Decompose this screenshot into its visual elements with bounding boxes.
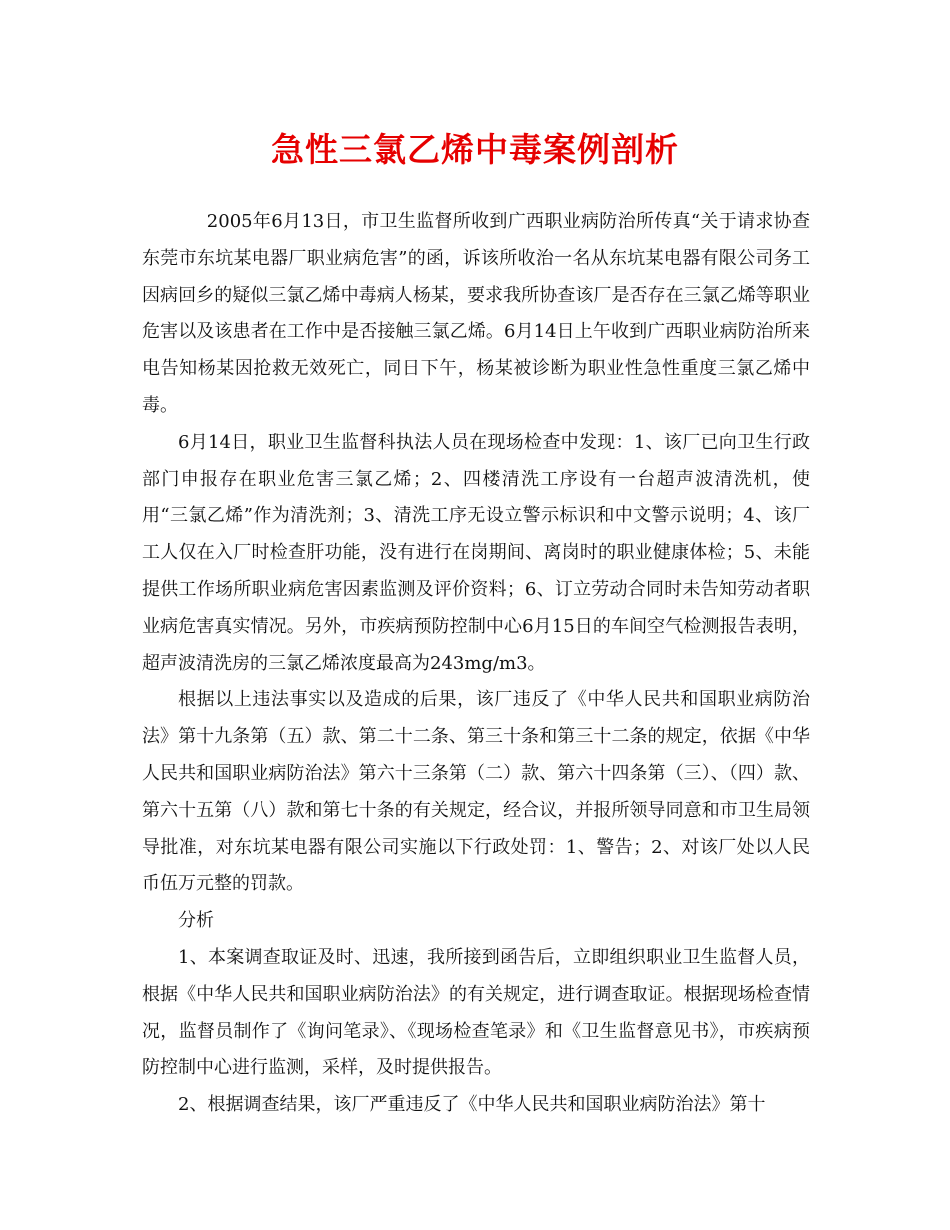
- paragraph-analysis-heading: 分析: [178, 910, 214, 932]
- paragraph-penalty-decision: 根据以上违法事实以及造成的后果，该厂违反了《中华人民共和国职业病防治法》第十九条第（五）款、第二十二条、第三十条和第三十二条的规定，依据《中华人民共和国职业病防治法》第六十三条第（二）款、第六十四条第（三）、（四）款、第六十五第（八）款和第七十条的有关规定，经合议，并报所领导同意和市卫生局领导批准，对东坑某电器有限公司实施以下行政处罚：1、警告；2、对该厂处以人民币伍万元整的罚款。: [142, 689, 810, 895]
- document-title: 急性三氯乙烯中毒案例剖析: [271, 130, 679, 169]
- paragraph-analysis-point-1: 1、本案调查取证及时、迅速，我所接到函告后，立即组织职业卫生监督人员，根据《中华人民共和国职业病防治法》的有关规定，进行调查取证。根据现场检查情况，监督员制作了《询问笔录》、《现场检查笔录》和《卫生监督意见书》，市疾病预防控制中心进行监测，采样，及时提供报告。: [142, 946, 810, 1079]
- paragraph-analysis-point-2: 2、根据调查结果，该厂严重违反了《中华人民共和国职业病防治法》第十: [178, 1094, 766, 1116]
- document-body: [142, 204, 810, 1124]
- paragraph-inspection-findings: 6月14日，职业卫生监督科执法人员在现场检查中发现：1、该厂已向卫生行政部门申报存在职业危害三氯乙烯；2、四楼清洗工序设有一台超声波清洗机，使用“三氯乙烯”作为清洗剂；3、清洗工序无设立警示标识和中文警示说明；4、该厂工人仅在入厂时检查肝功能，没有进行在岗期间、离岗时的职业健康体检；5、未能提供工作场所职业病危害因素监测及评价资料；6、订立劳动合同时未告知劳动者职业病危害真实情况。另外，市疾病预防控制中心6月15日的车间空气检测报告表明，超声波清洗房的三氯乙烯浓度最高为243mg/m3。: [142, 431, 810, 674]
- paragraph-incident-report: 2005年6月13日，市卫生监督所收到广西职业病防治所传真“关于请求协查东莞市东坑某电器厂职业病危害”的函，诉该所收治一名从东坑某电器有限公司务工因病回乡的疑似三氯乙烯中毒病人杨某，要求我所协查该厂是否存在三氯乙烯等职业危害以及该患者在工作中是否接触三氯乙烯。6月14日上午收到广西职业病防治所来电告知杨某因抢救无效死亡，同日下午，杨某被诊断为职业性急性重度三氯乙烯中毒。: [142, 211, 810, 416]
